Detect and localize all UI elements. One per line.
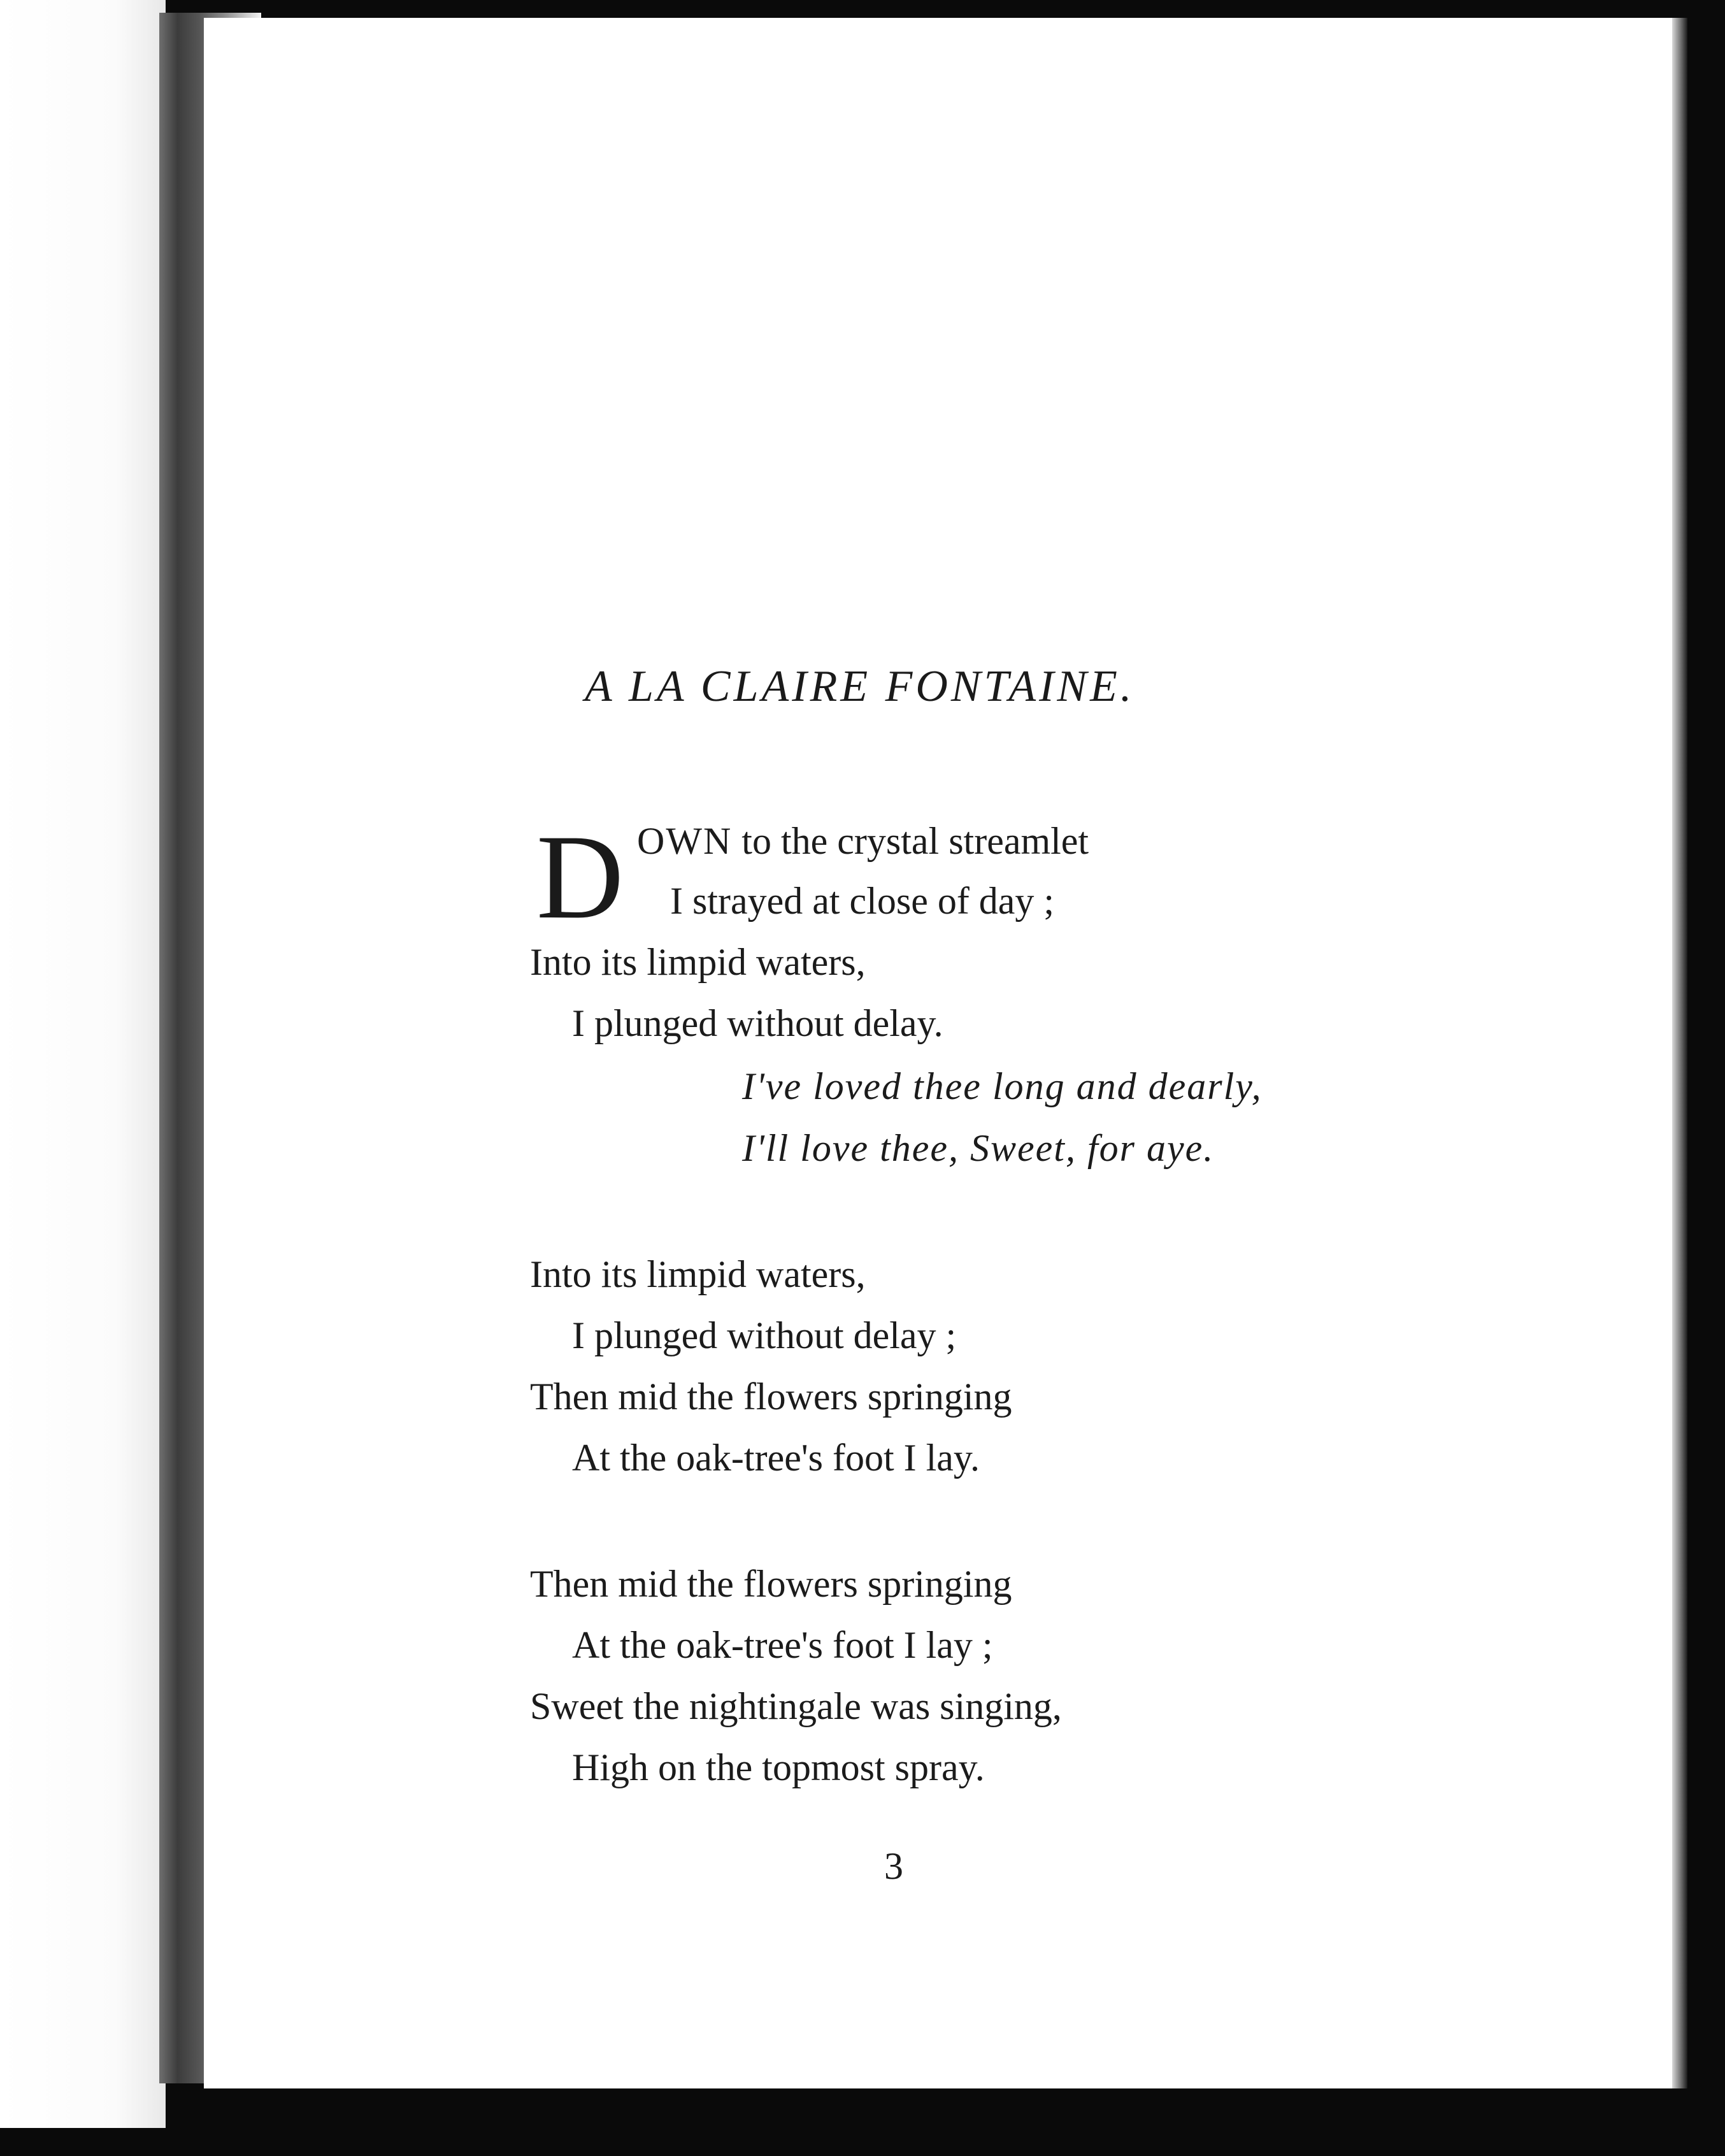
stanza-3-line-2: At the oak-tree's foot I lay ; xyxy=(572,1624,993,1666)
stanza-1-line-3: Into its limpid waters, xyxy=(530,941,866,983)
stanza-1-line-2: I strayed at close of day ; xyxy=(670,880,1055,922)
page-edge xyxy=(1672,18,1687,2088)
stanza-2-line-1: Into its limpid waters, xyxy=(530,1253,866,1295)
stanza-1-line-1-text: to the crystal streamlet xyxy=(732,820,1089,862)
refrain-line-1: I've loved thee long and dearly, xyxy=(742,1065,1263,1107)
stanza-1-line-1 xyxy=(637,822,1089,860)
stanza-3-line-4: High on the topmost spray. xyxy=(572,1746,985,1788)
stanza-2-line-3: Then mid the flowers springing xyxy=(530,1376,1012,1418)
drop-cap: D xyxy=(536,810,624,944)
stanza-3-line-3: Sweet the nightingale was singing, xyxy=(530,1685,1062,1727)
poem-title: A LA CLAIRE FONTAINE. xyxy=(585,662,1135,711)
facing-page xyxy=(0,0,166,2128)
refrain-line-2: I'll love thee, Sweet, for aye. xyxy=(742,1127,1215,1169)
stanza-2-line-2: I plunged without delay ; xyxy=(572,1314,957,1356)
stanza-2-line-4: At the oak-tree's foot I lay. xyxy=(572,1437,980,1479)
stanza-1-line-4: I plunged without delay. xyxy=(572,1002,943,1044)
drop-cap-continuation: OWN xyxy=(637,820,733,862)
stanza-3-line-1: Then mid the flowers springing xyxy=(530,1563,1012,1605)
page-number: 3 xyxy=(884,1845,903,1887)
